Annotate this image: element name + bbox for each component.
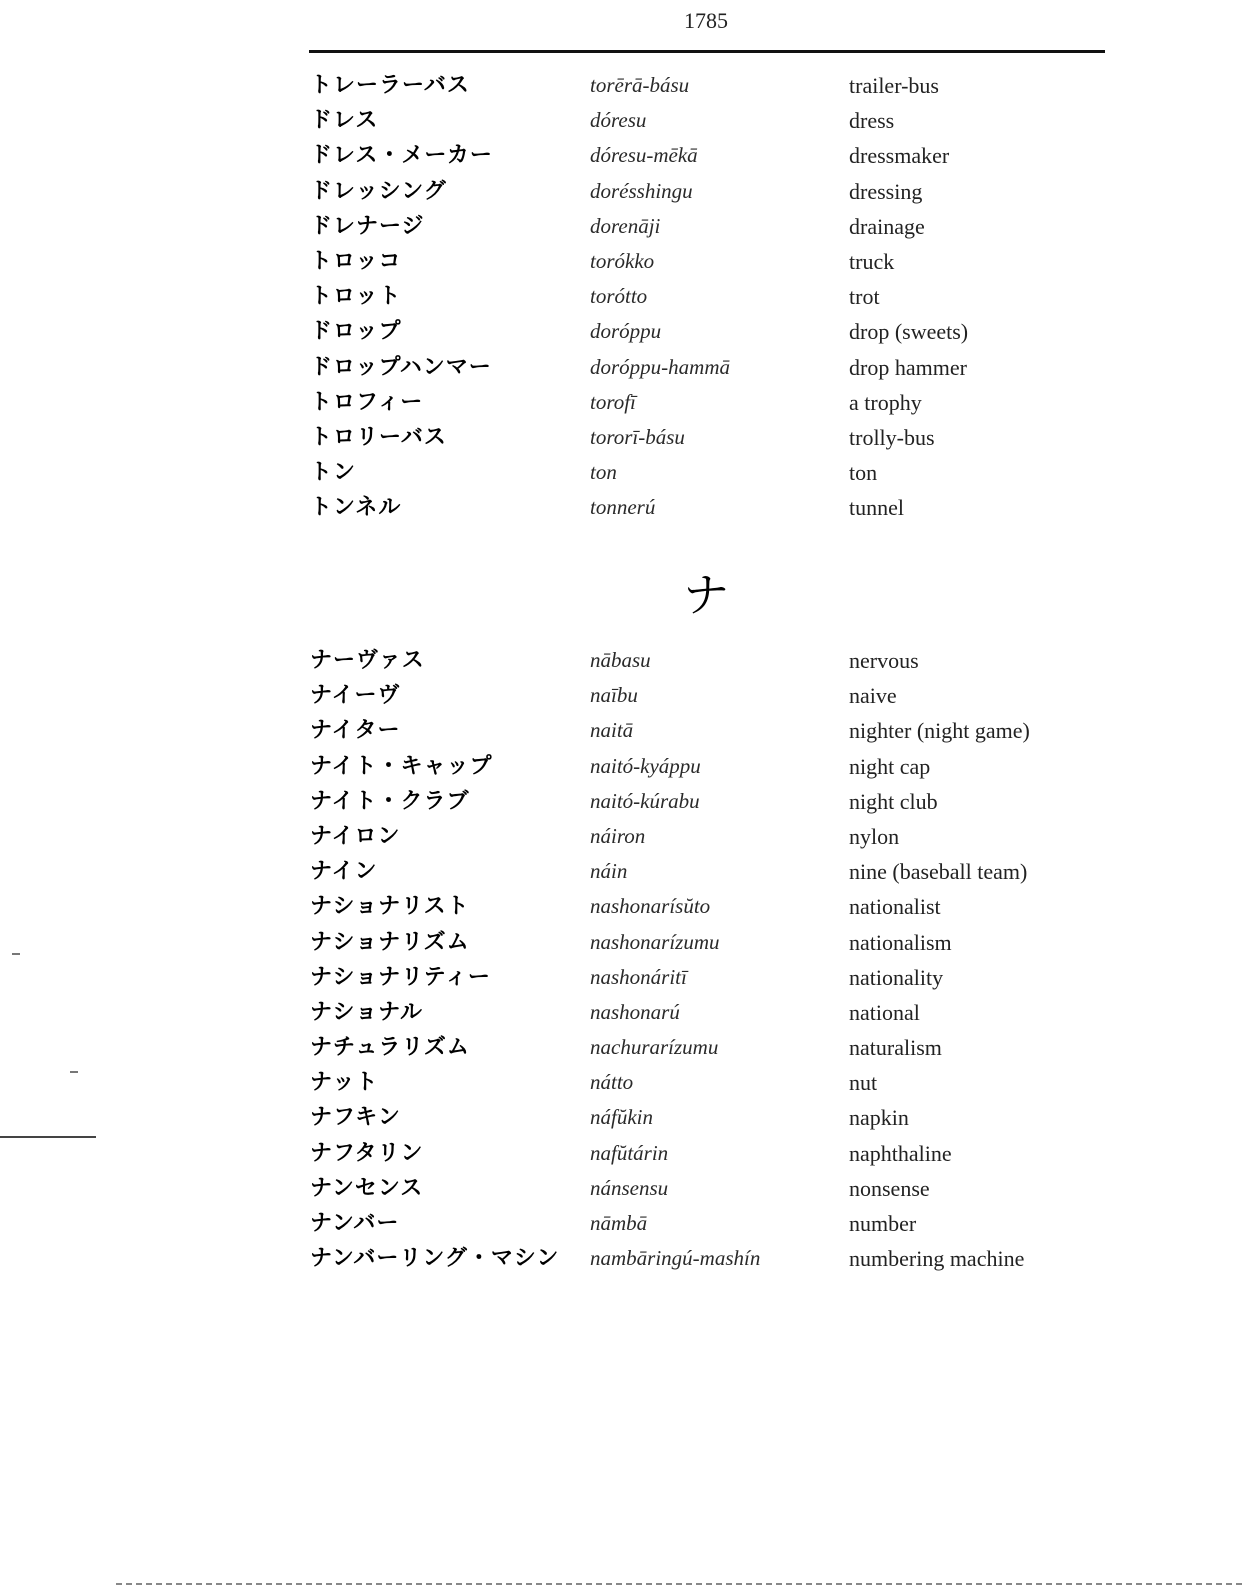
dictionary-entry (310, 1136, 1090, 1171)
entry-katakana: ナショナリティー (310, 964, 491, 990)
entry-romaji: nāmbā (590, 1211, 648, 1235)
entry-romaji: tororī-básu (590, 424, 685, 449)
entry-katakana: ナフタリン (310, 1140, 424, 1166)
entry-katakana: トロフィー (310, 389, 424, 415)
entry-english: nervous (849, 648, 919, 673)
entry-romaji: naitó-kúrabu (590, 788, 700, 813)
entry-english: trolly-bus (849, 424, 935, 450)
entry-english: national (849, 999, 920, 1025)
entry-english: nylon (849, 823, 900, 849)
entry-english: nationalism (849, 929, 952, 955)
margin-mark (12, 953, 20, 955)
header-rule (309, 50, 1105, 53)
entry-english: naturalism (849, 1035, 942, 1061)
dictionary-entry (310, 350, 1090, 385)
dictionary-entry (310, 854, 1090, 889)
entry-english: numbering machine (849, 1246, 1025, 1272)
entry-romaji: ton (590, 460, 617, 485)
entry-katakana: トレーラーバス (310, 73, 470, 98)
entry-katakana: ドレッシング (310, 178, 447, 204)
entry-katakana: ナショナリズム (310, 929, 470, 955)
dictionary-entry (310, 925, 1090, 960)
entry-romaji: dóresu-mēkā (590, 143, 698, 168)
dictionary-entry (310, 819, 1090, 854)
entry-romaji: nashonarú (590, 999, 680, 1024)
dictionary-entry (310, 103, 1090, 138)
entry-romaji: náfŭkin (590, 1105, 653, 1130)
entry-english: nut (849, 1070, 878, 1096)
dictionary-entry (310, 643, 1090, 678)
entry-romaji: naitó-kyáppu (590, 753, 701, 778)
entry-romaji: dóresu (590, 108, 647, 133)
entry-romaji: doróppu (590, 319, 662, 344)
entry-katakana: ドロップ (310, 319, 402, 345)
entry-katakana: ナフキン (310, 1105, 401, 1131)
entry-english: truck (849, 248, 895, 274)
entry-katakana: ナイーヴ (310, 683, 401, 709)
dictionary-entry (310, 1100, 1090, 1135)
page-number: 1785 (684, 8, 728, 33)
entry-english: night cap (849, 753, 931, 779)
dictionary-entry (310, 678, 1090, 713)
dictionary-entry (310, 420, 1090, 455)
dictionary-entry (310, 1065, 1090, 1100)
entry-romaji: nafŭtárin (590, 1140, 669, 1165)
entry-katakana: トンネル (310, 495, 402, 521)
entry-romaji: nashonarísŭto (590, 894, 711, 919)
entry-romaji: torótto (590, 284, 648, 309)
entry-katakana: トロッコ (310, 248, 402, 274)
entry-katakana: ナイン (310, 859, 378, 885)
entry-romaji: nátto (590, 1070, 634, 1095)
entry-romaji: nashonáritī (590, 964, 687, 989)
entry-english: napkin (849, 1105, 909, 1131)
entry-katakana: ナンバーリング・マシン (310, 1246, 560, 1272)
entry-english: trailer-bus (849, 73, 939, 98)
entry-english: nationality (849, 964, 944, 990)
margin-mark (0, 1136, 96, 1138)
dictionary-entry (310, 244, 1090, 279)
entry-english: dress (849, 108, 895, 134)
entry-romaji: naību (590, 683, 638, 708)
dictionary-entry (310, 490, 1090, 525)
dictionary-entry (310, 995, 1090, 1030)
dictionary-entry (310, 1171, 1090, 1206)
entry-katakana: ドレナージ (310, 213, 425, 239)
dictionary-entry (310, 138, 1090, 173)
dictionary-entry (310, 385, 1090, 420)
entry-english: nighter (night game) (849, 718, 1030, 744)
entry-katakana: ナンバー (310, 1211, 400, 1236)
entry-english: nine (baseball team) (849, 859, 1028, 885)
entry-katakana: ナイト・クラブ (310, 788, 470, 814)
entry-romaji: nashonarízumu (590, 929, 720, 954)
dictionary-entry (310, 174, 1090, 209)
section-heading-na: ナ (683, 568, 729, 622)
entry-english: dressing (849, 178, 923, 204)
entry-english: ton (849, 460, 878, 486)
entry-katakana: トロット (310, 284, 402, 310)
entry-romaji: nachurarízumu (590, 1035, 719, 1060)
dictionary-entry (310, 889, 1090, 924)
entry-list-to (310, 68, 1090, 525)
entry-romaji: torērā-básu (590, 73, 690, 97)
dictionary-entry (310, 68, 1090, 103)
entry-katakana: ナーヴァス (310, 648, 425, 673)
entry-romaji: nābasu (590, 648, 651, 672)
entry-katakana: ナイター (310, 718, 401, 744)
dictionary-entry (310, 455, 1090, 490)
entry-english: naive (849, 683, 897, 709)
entry-katakana: ナイト・キャップ (310, 753, 493, 779)
entry-katakana: ナット (310, 1070, 379, 1096)
entry-romaji: torofī (590, 389, 636, 414)
dictionary-entry (310, 1030, 1090, 1065)
entry-romaji: naitā (590, 718, 634, 743)
entry-english: number (849, 1211, 917, 1236)
entry-english: drop (sweets) (849, 319, 969, 345)
entry-romaji: náin (590, 859, 628, 884)
dictionary-entry (310, 1241, 1090, 1276)
entry-katakana: ドレス・メーカー (310, 143, 493, 169)
entry-katakana: トン (310, 460, 357, 486)
margin-mark (70, 1071, 78, 1073)
entry-katakana: トロリーバス (310, 424, 447, 450)
entry-english: dressmaker (849, 143, 950, 169)
entry-romaji: náiron (590, 823, 646, 848)
entry-romaji: dorenāji (590, 213, 661, 238)
dictionary-entry (310, 209, 1090, 244)
entry-katakana: ドレス (310, 108, 379, 134)
entry-katakana: ナンセンス (310, 1175, 424, 1201)
entry-english: nonsense (849, 1175, 930, 1201)
entry-english: drop hammer (849, 354, 967, 380)
entry-katakana: ナショナリスト (310, 894, 470, 920)
entry-list-na (310, 643, 1090, 1276)
entry-romaji: dorésshingu (590, 178, 693, 203)
entry-english: drainage (849, 213, 925, 239)
entry-english: night club (849, 788, 938, 814)
entry-english: trot (849, 284, 880, 310)
entry-katakana: ナイロン (310, 823, 401, 849)
dictionary-entry (310, 960, 1090, 995)
entry-romaji: tonnerú (590, 495, 656, 520)
entry-katakana: ドロップハンマー (310, 354, 492, 380)
entry-english: a trophy (849, 389, 922, 415)
dictionary-entry (310, 1206, 1090, 1241)
footer-rule (116, 1583, 1242, 1585)
entry-katakana: ナショナル (310, 999, 424, 1025)
entry-romaji: nánsensu (590, 1175, 669, 1200)
entry-romaji: nambāringú-mashín (590, 1246, 761, 1271)
entry-english: naphthaline (849, 1140, 952, 1166)
dictionary-entry (310, 713, 1090, 748)
entry-romaji: doróppu-hammā (590, 354, 730, 379)
dictionary-entry (310, 279, 1090, 314)
entry-english: tunnel (849, 495, 904, 521)
entry-katakana: ナチュラリズム (310, 1035, 470, 1061)
entry-romaji: torókko (590, 248, 655, 273)
entry-english: nationalist (849, 894, 941, 920)
dictionary-entry (310, 749, 1090, 784)
dictionary-entry (310, 784, 1090, 819)
dictionary-entry (310, 314, 1090, 349)
